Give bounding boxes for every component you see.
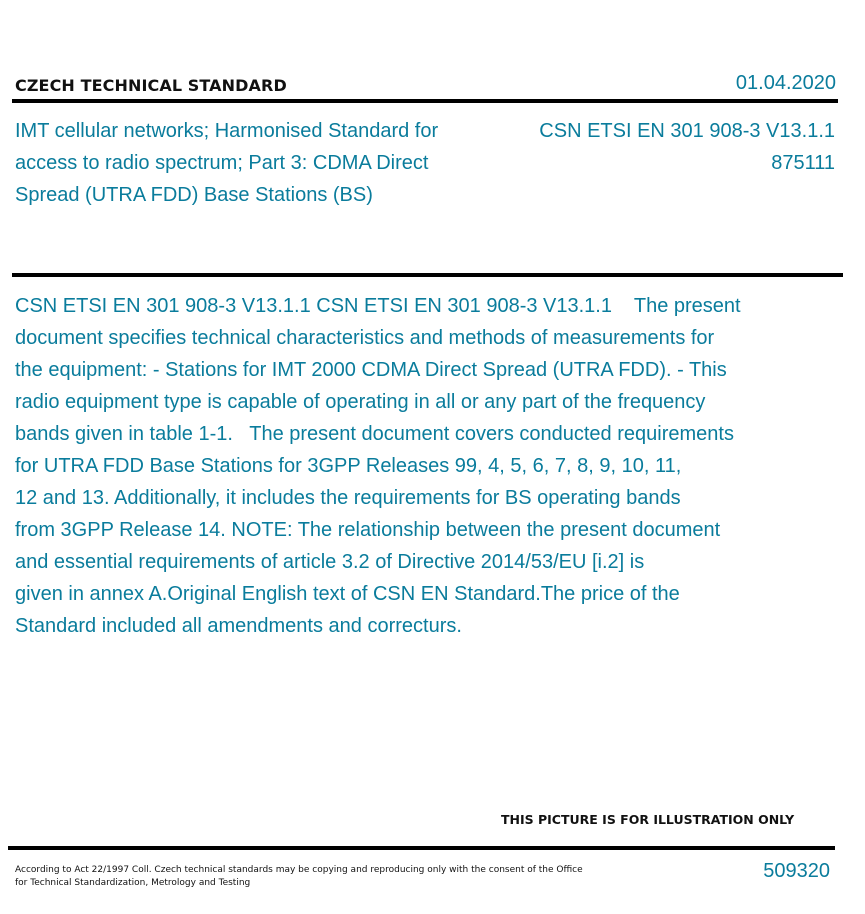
legal-notice — [15, 864, 595, 890]
legal-notice-line: According to Act 22/1997 Coll. Czech technical standards may be copying and reproducing only with the consent of the Office — [15, 865, 583, 875]
standard-title-line: IMT cellular networks; Harmonised Standard for — [15, 120, 439, 142]
abstract-line: CSN ETSI EN 301 908-3 V13.1.1 CSN ETSI EN 301 908-3 V13.1.1 The present — [15, 295, 741, 317]
title-divider — [12, 273, 843, 277]
abstract-line: given in annex A.Original English text of CSN EN Standard.The price of the — [15, 583, 680, 605]
standard-title-line: access to radio spectrum; Part 3: CDMA Direct — [15, 152, 429, 174]
abstract-line: 12 and 13. Additionally, it includes the requirements for BS operating bands — [15, 487, 681, 509]
footer-number: 509320 — [763, 860, 830, 882]
header-divider — [12, 99, 838, 103]
abstract-text — [15, 290, 805, 642]
abstract-line: bands given in table 1-1. The present document covers conducted requirements — [15, 423, 734, 445]
abstract-line: the equipment: - Stations for IMT 2000 CDMA Direct Spread (UTRA FDD). - This — [15, 359, 727, 381]
footer-divider — [8, 846, 835, 850]
catalog-number: 875111 — [771, 152, 835, 174]
abstract-line: Standard included all amendments and correcturs. — [15, 615, 462, 637]
publication-date: 01.04.2020 — [735, 72, 836, 94]
abstract-line: from 3GPP Release 14. NOTE: The relationship between the present document — [15, 519, 721, 541]
standard-code: CSN ETSI EN 301 908-3 V13.1.1 — [539, 120, 835, 142]
standard-title-line: Spread (UTRA FDD) Base Stations (BS) — [15, 184, 373, 206]
abstract-line: and essential requirements of article 3.2 of Directive 2014/53/EU [i.2] is — [15, 551, 645, 573]
standard-title — [15, 115, 485, 211]
standard-identifiers — [539, 115, 835, 179]
legal-notice-line: for Technical Standardization, Metrology and Testing — [15, 878, 251, 888]
standard-type-heading: CZECH TECHNICAL STANDARD — [15, 76, 287, 95]
abstract-line: for UTRA FDD Base Stations for 3GPP Releases 99, 4, 5, 6, 7, 8, 9, 10, 11, — [15, 455, 682, 477]
abstract-line: document specifies technical characteristics and methods of measurements for — [15, 327, 715, 349]
abstract-line: radio equipment type is capable of operating in all or any part of the frequency — [15, 391, 706, 413]
illustration-disclaimer: THIS PICTURE IS FOR ILLUSTRATION ONLY — [501, 812, 795, 827]
